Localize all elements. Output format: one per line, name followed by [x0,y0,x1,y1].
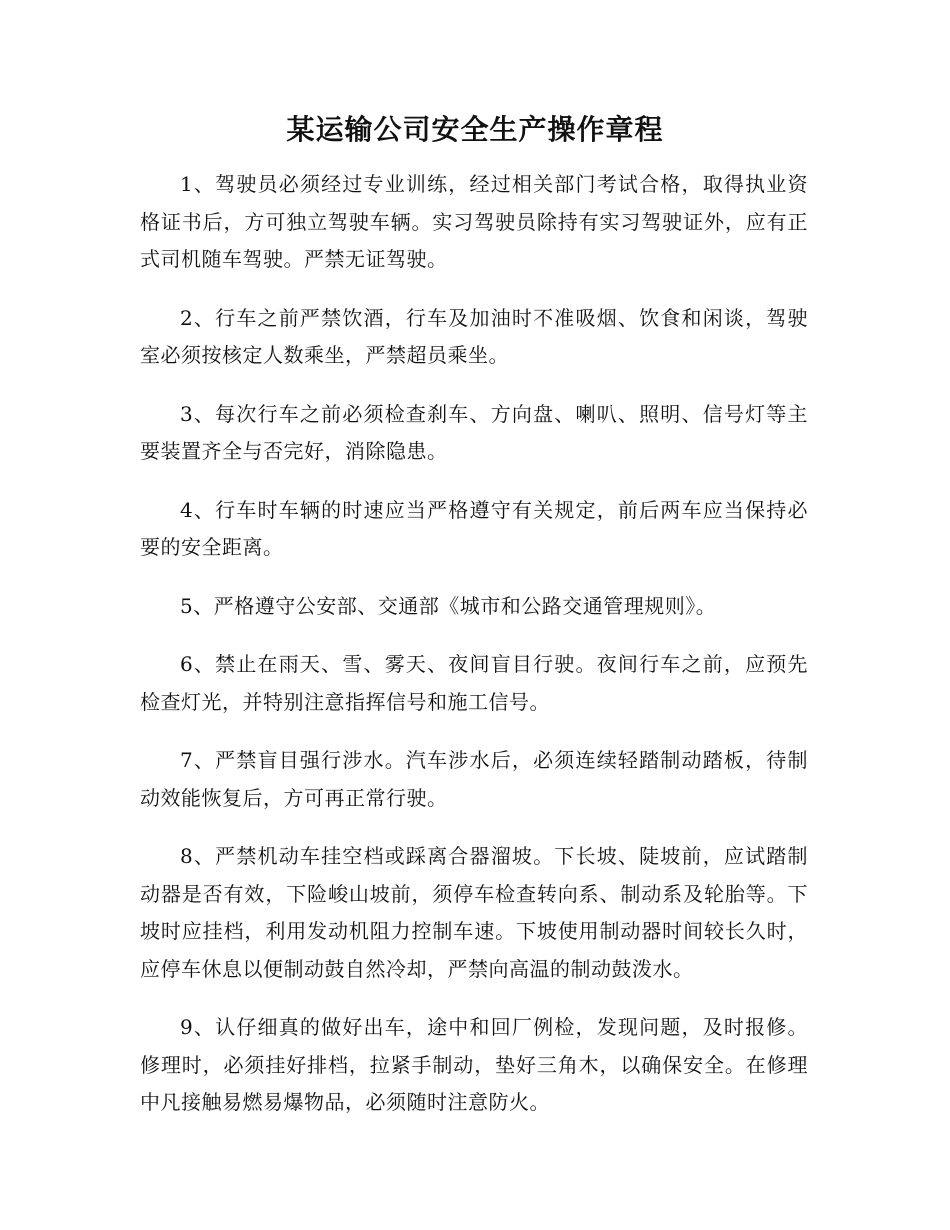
paragraph-1: 1、驾驶员必须经过专业训练，经过相关部门考试合格，取得执业资格证书后，方可独立驾驶车辆。实习驾驶员除持有实习驾驶证外，应有正式司机随车驾驶。严禁无证驾驶。 [140,172,808,271]
paragraph-8: 8、严禁机动车挂空档或踩离合器溜坡。下长坡、陡坡前，应试踏制动器是否有效，下险峻山坡前，须停车检查转向系、制动系及轮胎等。下坡时应挂档，利用发动机阻力控制车速。下坡使用制动器时间较长久时，应停车休息以便制动鼓自然冷却，严禁向高温的制动鼓泼水。 [140,844,808,981]
paragraph-5: 5、严格遵守公安部、交通部《城市和公路交通管理规则》。 [180,593,717,618]
paragraph-4: 4、行车时车辆的时速应当严格遵守有关规定，前后两车应当保持必要的安全距离。 [140,497,808,559]
paragraph-2: 2、行车之前严禁饮酒，行车及加油时不准吸烟、饮食和闲谈，驾驶室必须按核定人数乘坐，严禁超员乘坐。 [140,305,808,367]
paragraph-6: 6、禁止在雨天、雪、雾天、夜间盲目行驶。夜间行车之前，应预先检查灯光，并特别注意指挥信号和施工信号。 [140,652,808,714]
paragraph-7: 7、严禁盲目强行涉水。汽车涉水后，必须连续轻踏制动踏板，待制动效能恢复后，方可再正常行驶。 [140,748,808,810]
document-body [140,166,808,1143]
paragraph-3: 3、每次行车之前必须检查刹车、方向盘、喇叭、照明、信号灯等主要装置齐全与否完好，消除隐患。 [140,401,808,463]
paragraph-9: 9、认仔细真的做好出车，途中和回厂例检，发现问题，及时报修。修理时，必须挂好排档，拉紧手制动，垫好三角木，以确保安全。在修理中凡接触易燃易爆物品，必须随时注意防火。 [140,1015,808,1114]
document-title: 某运输公司安全生产操作章程 [286,113,664,146]
